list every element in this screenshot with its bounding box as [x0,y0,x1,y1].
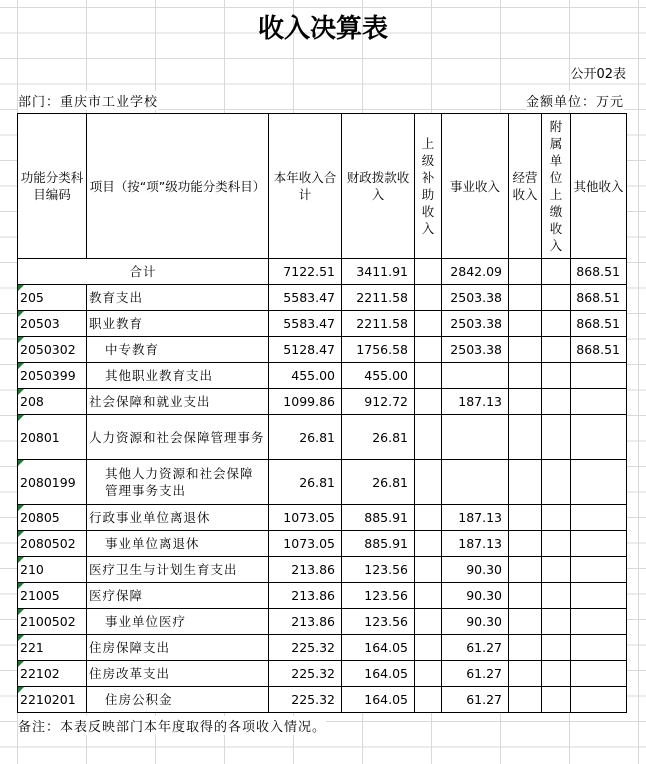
operating-cell [509,285,542,311]
other-cell [571,583,627,609]
superior-cell [415,363,442,389]
table-row [18,661,627,687]
footnote: 备注：本表反映部门本年度取得的各项收入情况。 [18,716,326,735]
func-code-cell: 205 [18,285,87,311]
total-income-cell: 5583.47 [269,311,342,337]
total-superior-cell [415,259,442,285]
func-code-cell: 20503 [18,311,87,337]
superior-cell [415,661,442,687]
unit-label: 金额单位：万元 [526,91,624,110]
item-name-cell: 其他职业教育支出 [87,363,269,389]
func-code-cell: 20805 [18,505,87,531]
affiliated-cell [542,661,571,687]
total-income-cell: 213.86 [269,557,342,583]
affiliated-cell [542,285,571,311]
operating-cell [509,415,542,460]
total-income-cell: 1073.05 [269,531,342,557]
func-code-cell: 2050302 [18,337,87,363]
superior-cell [415,609,442,635]
business-cell: 2503.38 [442,337,509,363]
func-code-cell: 2080502 [18,531,87,557]
operating-cell [509,583,542,609]
superior-cell [415,635,442,661]
item-name-cell: 中专教育 [87,337,269,363]
item-name-cell: 事业单位医疗 [87,609,269,635]
operating-cell [509,363,542,389]
operating-cell [509,531,542,557]
func-code-cell: 210 [18,557,87,583]
table-row [18,389,627,415]
business-cell: 2503.38 [442,285,509,311]
header-other: 其他收入 [571,114,627,259]
func-code-cell: 2210201 [18,687,87,713]
other-cell: 868.51 [571,311,627,337]
operating-cell [509,505,542,531]
fiscal-cell: 123.56 [342,557,415,583]
func-code-cell: 2100502 [18,609,87,635]
operating-cell [509,687,542,713]
item-name-cell: 社会保障和就业支出 [87,389,269,415]
business-cell [442,460,509,505]
affiliated-cell [542,687,571,713]
superior-cell [415,389,442,415]
fiscal-cell: 123.56 [342,583,415,609]
table-row [18,557,627,583]
affiliated-cell [542,557,571,583]
item-name-cell: 教育支出 [87,285,269,311]
affiliated-cell [542,609,571,635]
total-income-cell: 5583.47 [269,285,342,311]
affiliated-cell [542,635,571,661]
business-cell: 187.13 [442,531,509,557]
income-table [17,113,627,713]
total-income-cell: 26.81 [269,460,342,505]
table-row [18,460,627,505]
func-code-cell: 2050399 [18,363,87,389]
business-cell: 187.13 [442,505,509,531]
item-name-cell: 人力资源和社会保障管理事务 [87,415,269,460]
func-code-cell: 21005 [18,583,87,609]
department-label: 部门：重庆市工业学校 [18,91,158,110]
fiscal-cell: 123.56 [342,609,415,635]
affiliated-cell [542,531,571,557]
superior-cell [415,285,442,311]
operating-cell [509,460,542,505]
superior-cell [415,337,442,363]
affiliated-cell [542,363,571,389]
header-business: 事业收入 [442,114,509,259]
business-cell: 90.30 [442,557,509,583]
superior-cell [415,531,442,557]
business-cell: 61.27 [442,687,509,713]
business-cell: 90.30 [442,609,509,635]
total-income-cell: 225.32 [269,661,342,687]
header-total-income: 本年收入合计 [269,114,342,259]
table-row [18,635,627,661]
other-cell [571,661,627,687]
superior-cell [415,415,442,460]
table-row [18,505,627,531]
func-code-cell: 22102 [18,661,87,687]
item-name-cell: 医疗卫生与计划生育支出 [87,557,269,583]
item-name-cell: 住房公积金 [87,687,269,713]
func-code-cell: 221 [18,635,87,661]
business-cell [442,415,509,460]
superior-cell [415,311,442,337]
func-code-cell: 2080199 [18,460,87,505]
total-income-cell: 225.32 [269,635,342,661]
operating-cell [509,609,542,635]
table-row [18,363,627,389]
total-income-cell: 455.00 [269,363,342,389]
other-cell [571,635,627,661]
total-income-cell: 213.86 [269,609,342,635]
other-cell [571,609,627,635]
affiliated-cell [542,389,571,415]
other-cell [571,557,627,583]
fiscal-cell: 885.91 [342,505,415,531]
other-cell [571,687,627,713]
form-number: 公开02表 [570,63,626,82]
table-row [18,285,627,311]
operating-cell [509,337,542,363]
total-income-cell: 225.32 [269,687,342,713]
fiscal-cell: 885.91 [342,531,415,557]
table-row [18,531,627,557]
total-income-cell: 26.81 [269,415,342,460]
fiscal-cell: 164.05 [342,661,415,687]
total-income-cell: 5128.47 [269,337,342,363]
superior-cell [415,505,442,531]
table-row [18,583,627,609]
total-income-cell: 7122.51 [269,259,342,285]
header-operating: 经营收入 [509,114,542,259]
superior-cell [415,557,442,583]
item-name-cell: 住房改革支出 [87,661,269,687]
total-fiscal-cell: 3411.91 [342,259,415,285]
other-cell [571,531,627,557]
superior-cell [415,687,442,713]
affiliated-cell [542,583,571,609]
table-row [18,687,627,713]
func-code-cell: 20801 [18,415,87,460]
table-row [18,415,627,460]
other-cell: 868.51 [571,285,627,311]
affiliated-cell [542,460,571,505]
affiliated-cell [542,415,571,460]
business-cell: 187.13 [442,389,509,415]
table-header-row [18,114,627,259]
header-fiscal: 财政拨款收入 [342,114,415,259]
other-cell [571,389,627,415]
total-income-cell: 213.86 [269,583,342,609]
fiscal-cell: 455.00 [342,363,415,389]
header-affiliated: 附属单位上缴收入 [542,114,571,259]
business-cell: 61.27 [442,661,509,687]
superior-cell [415,583,442,609]
other-cell [571,415,627,460]
total-income-cell: 1073.05 [269,505,342,531]
page-title: 收入决算表 [257,14,388,44]
item-name-cell: 职业教育 [87,311,269,337]
item-name-cell: 行政事业单位离退休 [87,505,269,531]
fiscal-cell: 26.81 [342,460,415,505]
header-func-code: 功能分类科目编码 [18,114,87,259]
business-cell: 2503.38 [442,311,509,337]
affiliated-cell [542,311,571,337]
total-affiliated-cell [542,259,571,285]
total-row [18,259,627,285]
business-cell: 61.27 [442,635,509,661]
item-name-cell: 医疗保障 [87,583,269,609]
other-cell [571,505,627,531]
operating-cell [509,389,542,415]
total-label: 合计 [18,259,269,285]
fiscal-cell: 26.81 [342,415,415,460]
fiscal-cell: 2211.58 [342,285,415,311]
operating-cell [509,557,542,583]
func-code-cell: 208 [18,389,87,415]
operating-cell [509,661,542,687]
fiscal-cell: 2211.58 [342,311,415,337]
total-other-cell: 868.51 [571,259,627,285]
item-name-cell: 其他人力资源和社会保障管理事务支出 [87,460,269,505]
fiscal-cell: 1756.58 [342,337,415,363]
header-item: 项目（按“项”级功能分类科目） [87,114,269,259]
total-business-cell: 2842.09 [442,259,509,285]
header-superior: 上级补助收入 [415,114,442,259]
fiscal-cell: 164.05 [342,635,415,661]
other-cell [571,460,627,505]
operating-cell [509,635,542,661]
table-row [18,311,627,337]
total-income-cell: 1099.86 [269,389,342,415]
total-operating-cell [509,259,542,285]
affiliated-cell [542,337,571,363]
fiscal-cell: 164.05 [342,687,415,713]
fiscal-cell: 912.72 [342,389,415,415]
business-cell [442,363,509,389]
operating-cell [509,311,542,337]
affiliated-cell [542,505,571,531]
business-cell: 90.30 [442,583,509,609]
table-row [18,337,627,363]
item-name-cell: 住房保障支出 [87,635,269,661]
item-name-cell: 事业单位离退休 [87,531,269,557]
other-cell [571,363,627,389]
superior-cell [415,460,442,505]
table-row [18,609,627,635]
other-cell: 868.51 [571,337,627,363]
